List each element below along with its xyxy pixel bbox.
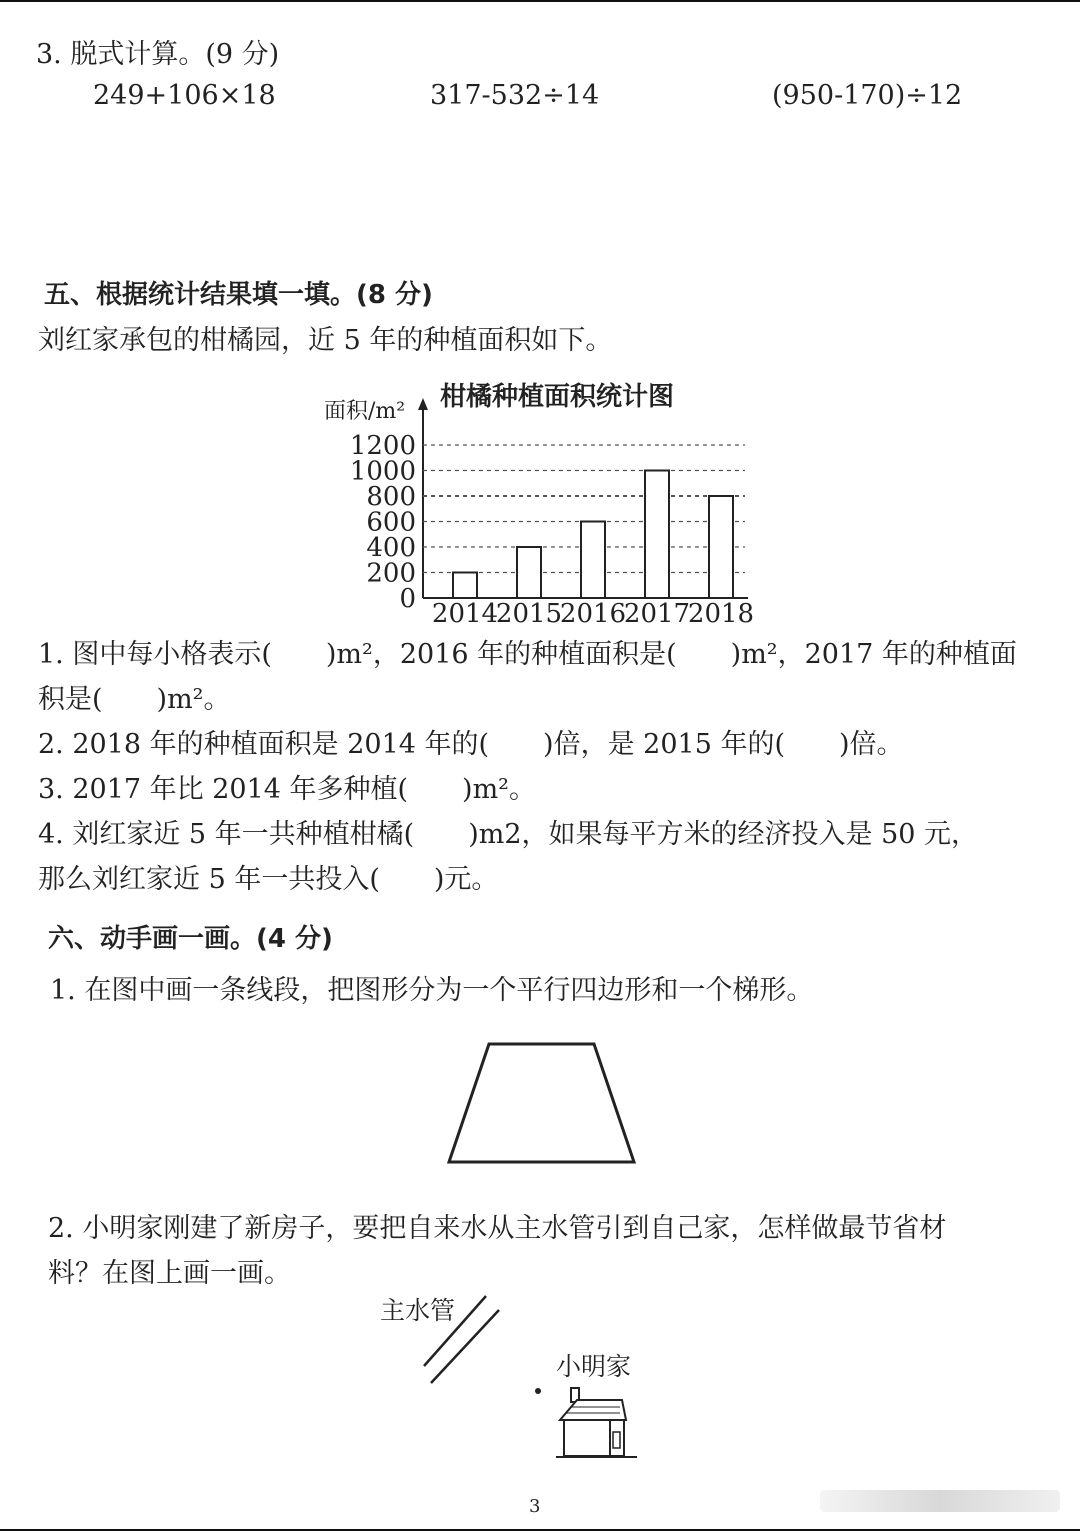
x-tick-label: 2014 bbox=[431, 599, 499, 629]
section5-intro: 刘红家承包的柑橘园，近 5 年的种植面积如下。 bbox=[38, 325, 613, 356]
x-tick-label: 2018 bbox=[687, 599, 755, 629]
expression-3: (950-170)÷12 bbox=[772, 80, 963, 111]
y-tick-label: 800 bbox=[366, 482, 416, 512]
page-number: 3 bbox=[529, 1496, 541, 1517]
section6-question-2-line2: 料？在图上画一画。 bbox=[48, 1258, 291, 1289]
section5-title: 五、根据统计结果填一填。(8 分) bbox=[44, 280, 433, 310]
x-tick-label: 2015 bbox=[495, 599, 563, 629]
house-point bbox=[535, 1388, 541, 1394]
section6-question-2-line1: 2. 小明家刚建了新房子，要把自来水从主水管引到自己家，怎样做最节省材 bbox=[48, 1213, 947, 1244]
house-icon bbox=[556, 1388, 637, 1457]
x-tick-label: 2016 bbox=[559, 599, 627, 629]
y-tick-label: 1200 bbox=[349, 431, 416, 461]
question-3: 3. 2017 年比 2014 年多种植( )m²。 bbox=[38, 774, 537, 805]
question-4-line2: 那么刘红家近 5 年一共投入( )元。 bbox=[38, 864, 499, 895]
y-tick-label: 0 bbox=[399, 584, 416, 614]
question-2: 2. 2018 年的种植面积是 2014 年的( )倍，是 2015 年的( )倍。 bbox=[38, 729, 904, 760]
question-1-line1: 1. 图中每小格表示( )m²，2016 年的种植面积是( )m²，2017 年的种植面 bbox=[38, 639, 1017, 670]
section6-question-1: 1. 在图中画一条线段，把图形分为一个平行四边形和一个梯形。 bbox=[50, 975, 814, 1006]
y-tick-label: 1000 bbox=[349, 456, 416, 487]
chart-ylabel: 面积/m² bbox=[324, 399, 406, 424]
y-tick-label: 200 bbox=[366, 558, 416, 589]
question-1-line2: 积是( )m²。 bbox=[38, 684, 231, 715]
house-label: 小明家 bbox=[556, 1352, 632, 1381]
question-4-line1: 4. 刘红家近 5 年一共种植柑橘( )m2，如果每平方米的经济投入是 50 元， bbox=[38, 819, 979, 850]
section6-title: 六、动手画一画。(4 分) bbox=[48, 924, 333, 954]
scrollbar[interactable] bbox=[820, 1490, 1060, 1512]
expression-2: 317-532÷14 bbox=[430, 80, 600, 111]
y-tick-label: 600 bbox=[366, 507, 416, 538]
section3-title: 3. 脱式计算。(9 分) bbox=[36, 39, 280, 70]
y-tick-label: 400 bbox=[366, 533, 416, 563]
expression-1: 249+106×18 bbox=[93, 80, 276, 111]
x-tick-label: 2017 bbox=[623, 599, 691, 629]
bottom-border bbox=[0, 1529, 1080, 1531]
main-pipe-label: 主水管 bbox=[380, 1296, 456, 1325]
chart-title: 柑橘种植面积统计图 bbox=[440, 382, 675, 412]
